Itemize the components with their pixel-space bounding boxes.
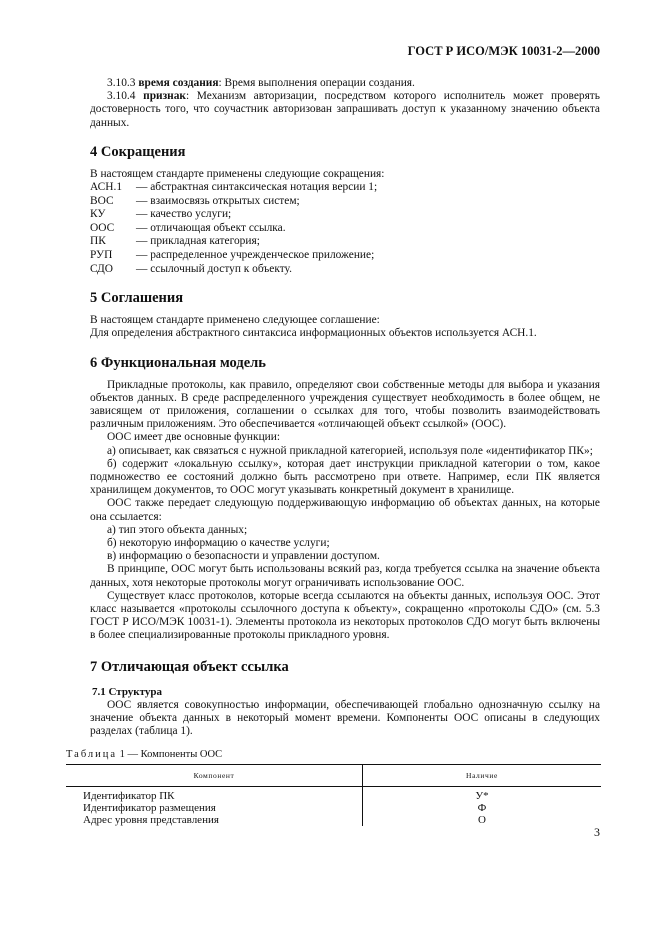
abbreviation-list <box>90 181 600 276</box>
table-cell-presence: У* <box>475 790 489 803</box>
section-6-list-item: в) информацию о безопасности и управлении доступом. <box>107 550 380 563</box>
abbreviation-item: ООС — отличающая объект ссылка. <box>90 221 286 234</box>
section-6-list-item: а) тип этого объекта данных; <box>107 523 248 536</box>
section-6-paragraph: В принципе, ООС могут быть использованы всякий раз, когда требуется ссылка на значение объекта данных, хотя некоторые протоколы могут ограничивать использование ООС. <box>90 563 600 589</box>
definition-3-10-4 <box>90 90 600 130</box>
section-6-paragraph: ООС также передает следующую поддерживающую информацию об объектах данных, на которые она ссылается: <box>90 497 600 523</box>
table-row <box>66 802 601 814</box>
definition-text: : Механизм авторизации, посредством которого исполнитель может проверять достоверность того, что соучастник авторизован запрашивать доступ к указанному значению объекта данных. <box>90 90 600 129</box>
document-header: ГОСТ Р ИСО/МЭК 10031-2—2000 <box>407 44 600 58</box>
table-cell-presence: О <box>478 814 486 827</box>
table-row <box>66 814 601 826</box>
section-6-list-item: а) описывает, как связаться с нужной прикладной категорией, используя поле «идентификатор ПК»; <box>107 444 593 457</box>
abbreviation-item: КУ — качество услуги; <box>90 208 232 221</box>
section-6-paragraph: Существует класс протоколов, которые всегда ссылаются на объекты данных, используя ООС. Этот класс называется «протоколы ссылочного доступа к объекту», сокращенно «протоколы СДО» (см. 5.3 ГОСТ Р ИСО/МЭК 10031-1). Элементы протокола из некоторых протоколов СДО могут быть включены в более специализированные протоколы прикладного уровня. <box>90 589 600 642</box>
table-cell-component: Идентификатор размещения <box>66 802 363 814</box>
abbreviation-item: АСН.1 — абстрактная синтаксическая нотация версии 1; <box>90 181 378 194</box>
abbreviation-item: ПК — прикладная категория; <box>90 235 260 248</box>
page-number: 3 <box>594 825 600 839</box>
column-header-presence: Наличие <box>363 765 602 787</box>
definition-3-10-3 <box>90 77 600 90</box>
section-6-heading: 6 Функциональная модель <box>90 354 266 371</box>
section-7-paragraph: ООС является совокупностью информации, обеспечивающей глобально однозначную ссылку на значение объекта данных в некоторый момент времени. Компоненты ООС описаны в следующих разделах (таблица 1). <box>90 698 600 738</box>
section-5-heading: 5 Соглашения <box>90 290 184 307</box>
table-cell-component: Адрес уровня представления <box>66 814 363 826</box>
section-7-heading: 7 Отличающая объект ссылка <box>90 658 289 675</box>
column-header-component: Компонент <box>66 765 363 787</box>
section-4-intro: В настоящем стандарте применены следующие сокращения: <box>90 167 385 180</box>
section-5-text: В настоящем стандарте применено следующее соглашение: <box>90 314 380 327</box>
definition-text: : Время выполнения операции создания. <box>218 77 415 89</box>
page-content <box>66 77 600 827</box>
definition-term: время создания <box>138 77 219 89</box>
section-6-list-item: б) содержит «локальную ссылку», которая дает инструкции прикладной категории о том, какое подмножество ее состояний должно быть рассмотрено при ответе. Например, если ПК является хранилищем документов, то ООС могут указывать конкретный документ в хранилище. <box>90 457 600 497</box>
definition-number: 3.10.3 <box>107 77 136 89</box>
table-cell-component: Идентификатор ПК <box>66 787 363 803</box>
table-row <box>66 787 601 803</box>
section-6-list-item: б) некоторую информацию о качестве услуги; <box>107 537 330 550</box>
section-5-text: Для определения абстрактного синтаксиса информационных объектов используется АСН.1. <box>90 327 537 340</box>
table-caption: Таблица 1 — Компоненты ООС <box>66 749 223 761</box>
definition-number: 3.10.4 <box>107 90 136 103</box>
subsection-7-1-heading: 7.1 Структура <box>92 685 163 698</box>
section-6-paragraph: ООС имеет две основные функции: <box>107 431 281 444</box>
abbreviation-item: РУП — распределенное учрежденческое приложение; <box>90 248 375 261</box>
table-cell-presence: Ф <box>477 802 487 815</box>
section-6-paragraph: Прикладные протоколы, как правило, определяют свои собственные методы для выбора и указания объектов данных. В среде распределенного учреждения существует необходимость в более общем, не зависящем от приложения, соглашении о ссылках для того, чтобы позволить взаимодействовать различным приложениям. Это обеспечивается «отличающей объект ссылкой» (ООС). <box>90 378 600 431</box>
table-header-row <box>66 765 601 787</box>
definition-term: признак <box>143 90 186 103</box>
abbreviation-item: ВОС — взаимосвязь открытых систем; <box>90 194 300 207</box>
section-4-heading: 4 Сокращения <box>90 143 186 160</box>
components-table <box>66 764 601 826</box>
abbreviation-item: СДО — ссылочный доступ к объекту. <box>90 262 292 275</box>
